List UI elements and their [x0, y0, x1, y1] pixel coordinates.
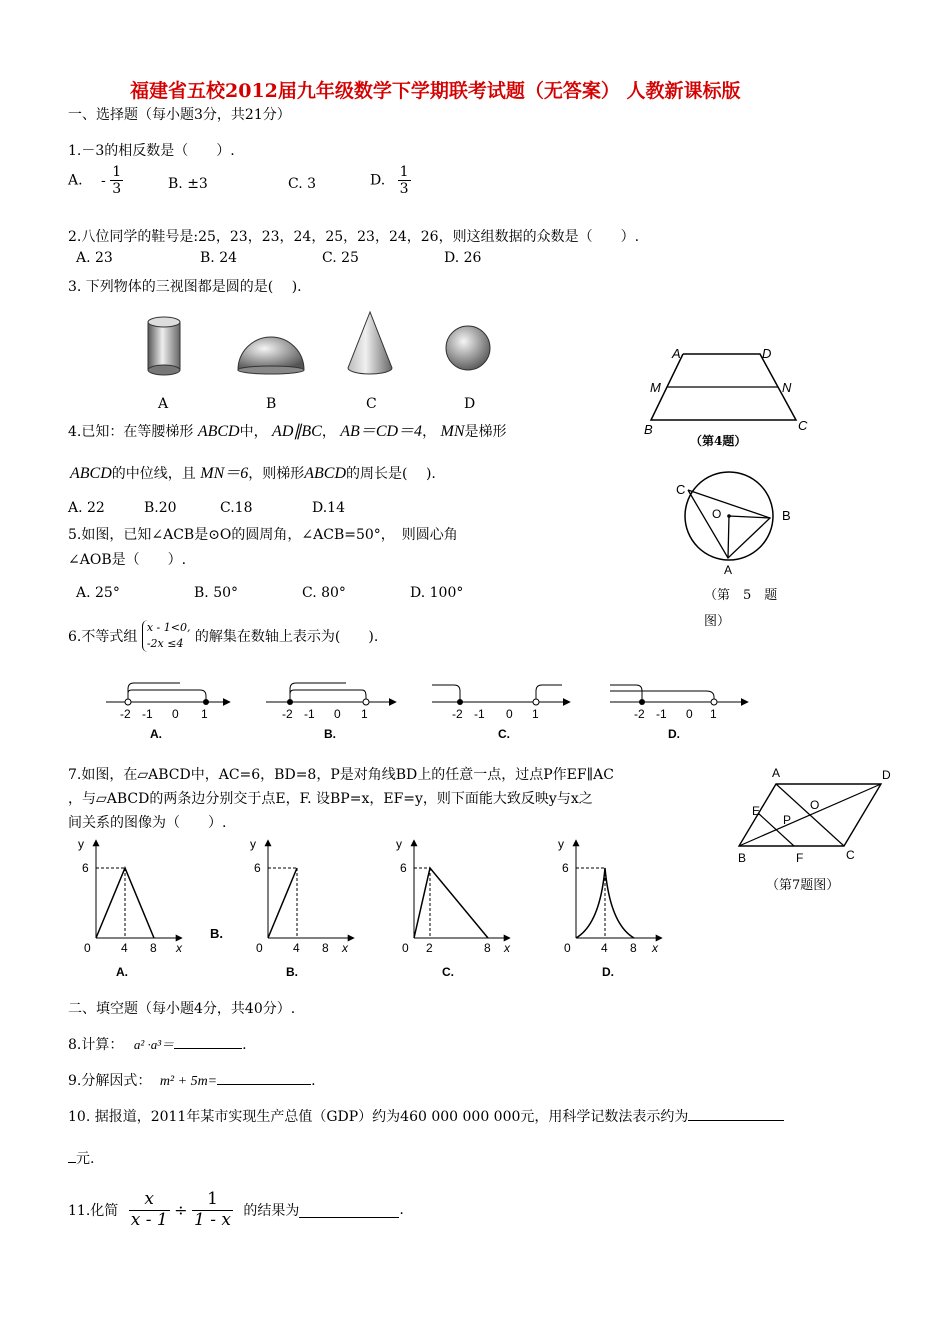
question-7-line3: 间关系的图像为（ ）.: [68, 815, 227, 831]
sphere-shape: [446, 326, 490, 370]
graph-d: [558, 837, 662, 979]
q4-option-a: A. 22: [68, 500, 105, 516]
number-line-a: [106, 683, 230, 741]
hemisphere-shape: [238, 337, 304, 374]
vertex-label: N: [782, 380, 792, 395]
question-1-stem: 1.－3的相反数是（ ）.: [68, 143, 235, 159]
question-7-line1: 7.如图，在▱ABCD中，AC=6，BD=8，P是对角线BD上的任意一点，过点P作EF∥AC: [68, 767, 614, 783]
fraction: $\frac{x}{x - 1}$: [130, 1189, 168, 1230]
number-lines: [100, 676, 780, 756]
number-line-b: [266, 683, 396, 741]
svg-text:0: 0: [84, 941, 91, 955]
q5-option-d: D. 100°: [410, 585, 464, 601]
answer-blank[interactable]: [68, 1148, 76, 1163]
svg-text:-2: -2: [120, 707, 131, 721]
svg-text:x: x: [652, 941, 658, 955]
answer-blank[interactable]: [174, 1034, 242, 1049]
number-line-c: [432, 685, 570, 741]
section-heading: 二、填空题（每小题4分，共40分）.: [68, 1001, 296, 1017]
svg-text:8: 8: [150, 941, 157, 955]
svg-text:-2: -2: [452, 707, 463, 721]
question-5-line1: 5.如图，已知∠ACB是⊙O的圆周角，∠ACB=50°， 则圆心角: [68, 527, 458, 543]
trapezoid-figure: [646, 346, 826, 436]
answer-blank[interactable]: [688, 1106, 784, 1121]
svg-text:4: 4: [601, 941, 608, 955]
q4-option-b: B.20: [144, 500, 177, 516]
vertex-label: D: [882, 768, 891, 782]
vertex-label: O: [712, 507, 722, 521]
question-4-line1: 4.已知：在等腰梯形 ABCD中， AD∥BC， AB＝CD＝4， MN是梯形: [68, 423, 507, 440]
answer-blank[interactable]: [217, 1070, 311, 1085]
figure-caption: 图）: [704, 614, 731, 629]
fraction: $\frac{1}{3}$: [399, 164, 409, 198]
q2-option-a: A. 23: [76, 250, 113, 266]
figure-caption: （第7题图）: [766, 878, 840, 893]
question-8: 8.计算： a² ·a³＝ .: [68, 1034, 247, 1054]
q2-option-b: B. 24: [200, 250, 238, 266]
svg-text:4: 4: [293, 941, 300, 955]
q4-option-c: C.18: [220, 500, 253, 516]
parallelogram-figure: [736, 764, 906, 874]
svg-text:8: 8: [322, 941, 329, 955]
fraction: $\frac{1}{1 - x}$: [194, 1189, 231, 1230]
vertex-label: E: [752, 804, 761, 818]
svg-text:2: 2: [426, 941, 433, 955]
graph-c: [396, 837, 511, 979]
svg-text:B.: B.: [324, 727, 336, 741]
svg-text:x: x: [504, 941, 510, 955]
page-title: 福建省五校2012届九年级数学下学期联考试题（无答案） 人教新课标版: [130, 80, 741, 102]
question-7-line2: ，与▱ABCD的两条边分别交于点E，F. 设BP=x，EF=y，则下面能大致反映y与x之: [68, 791, 593, 807]
svg-text:A.: A.: [150, 727, 162, 741]
svg-text:y: y: [78, 837, 84, 851]
q1-option-a: A. - $\frac{1}{3}$: [68, 164, 122, 198]
cone-shape: [348, 312, 392, 374]
vertex-label: C: [846, 848, 855, 862]
circle-figure: [672, 478, 802, 578]
vertex-label: D: [762, 346, 772, 361]
q1-option-b: B. ±3: [168, 176, 208, 192]
question-3-stem: 3. 下列物体的三视图都是圆的是( ).: [68, 279, 302, 295]
svg-text:y: y: [396, 837, 402, 851]
question-2-stem: 2.八位同学的鞋号是:25，23，23，24，25，23，24，26，则这组数据的众数是（ ）.: [68, 229, 640, 245]
svg-text:-1: -1: [304, 707, 315, 721]
svg-text:4: 4: [121, 941, 128, 955]
solid-label-c: C: [366, 396, 377, 412]
svg-text:-1: -1: [142, 707, 153, 721]
svg-text:y: y: [558, 837, 564, 851]
q7-graphs: [70, 834, 750, 984]
fraction: $\frac{1}{3}$: [112, 164, 122, 198]
svg-text:6: 6: [562, 861, 569, 875]
svg-text:0: 0: [334, 707, 341, 721]
solid-label-d: D: [464, 396, 476, 412]
vertex-label: P: [783, 813, 792, 827]
svg-text:0: 0: [564, 941, 571, 955]
graph-a: [78, 837, 183, 979]
svg-text:B.: B.: [286, 965, 298, 979]
vertex-label: B: [782, 508, 791, 523]
question-11: 11.化简 $\frac{x}{x - 1}$ ÷ $\frac{1}{1 - x}$ 的结果为 .: [68, 1189, 404, 1230]
svg-text:8: 8: [484, 941, 491, 955]
vertex-label: A: [672, 346, 681, 361]
svg-text:8: 8: [630, 941, 637, 955]
vertex-label: B: [738, 851, 747, 865]
question-6-stem: 6.不等式组 x - 1<0, -2x ≤4 的解集在数轴上表示为( ).: [68, 621, 379, 650]
vertex-label: M: [650, 380, 661, 395]
svg-text:0: 0: [686, 707, 693, 721]
svg-text:C.: C.: [498, 727, 510, 741]
svg-text:y: y: [250, 837, 256, 851]
q2-option-d: D. 26: [444, 250, 482, 266]
question-9: 9.分解因式： m² + 5m= .: [68, 1070, 316, 1090]
q5-option-c: C. 80°: [302, 585, 346, 601]
solids-figure: [130, 312, 530, 402]
svg-text:1: 1: [201, 707, 208, 721]
svg-text:D.: D.: [668, 727, 680, 741]
svg-text:1: 1: [710, 707, 717, 721]
q1-option-c: C. 3: [288, 176, 317, 192]
svg-text:-1: -1: [474, 707, 485, 721]
question-10: 10. 据报道，2011年某市实现生产总值（GDP）约为460 000 000 000元，用科学记数法表示约为: [68, 1106, 784, 1126]
svg-text:1: 1: [532, 707, 539, 721]
question-4-line2: ABCD的中位线，且 MN＝6，则梯形ABCD的周长是( ).: [70, 465, 436, 482]
vertex-label: F: [796, 851, 804, 865]
number-line-d: [610, 685, 748, 741]
graph-b: [250, 837, 354, 979]
inequality-system: x - 1<0, -2x ≤4: [142, 620, 191, 652]
figure-caption: （第 5 题: [704, 588, 778, 603]
solid-label-b: B: [266, 396, 277, 412]
svg-text:6: 6: [400, 861, 407, 875]
svg-text:6: 6: [82, 861, 89, 875]
svg-text:D.: D.: [602, 965, 614, 979]
vertex-label: A: [724, 563, 733, 577]
q2-option-c: C. 25: [322, 250, 359, 266]
vertex-label: A: [772, 766, 781, 780]
figure-caption: （第4题）: [690, 434, 747, 448]
svg-text:0: 0: [256, 941, 263, 955]
q5-option-a: A. 25°: [76, 585, 120, 601]
svg-text:-2: -2: [282, 707, 293, 721]
cylinder-shape: [148, 317, 180, 375]
svg-text:x: x: [342, 941, 348, 955]
svg-text:6: 6: [254, 861, 261, 875]
svg-text:0: 0: [402, 941, 409, 955]
svg-text:-2: -2: [634, 707, 645, 721]
vertex-label: C: [798, 418, 808, 433]
svg-text:A.: A.: [116, 965, 128, 979]
svg-text:0: 0: [172, 707, 179, 721]
svg-text:1: 1: [361, 707, 368, 721]
svg-text:C.: C.: [442, 965, 454, 979]
question-10-line2: 元.: [68, 1148, 94, 1168]
vertex-label: B: [644, 422, 653, 437]
answer-blank[interactable]: [299, 1203, 399, 1218]
svg-text:-1: -1: [656, 707, 667, 721]
solid-label-a: A: [158, 396, 169, 412]
graph-b-side-label: B.: [210, 926, 223, 941]
vertex-label: C: [676, 482, 686, 497]
svg-text:x: x: [176, 941, 182, 955]
question-5-line2: ∠AOB是（ ）.: [68, 552, 187, 568]
vertex-label: O: [810, 798, 820, 812]
q1-option-d: D. $\frac{1}{3}$: [370, 164, 409, 198]
q5-option-b: B. 50°: [194, 585, 239, 601]
svg-text:0: 0: [506, 707, 513, 721]
section-heading: 一、选择题（每小题3分，共21分）: [68, 107, 291, 123]
q4-option-d: D.14: [312, 500, 345, 516]
